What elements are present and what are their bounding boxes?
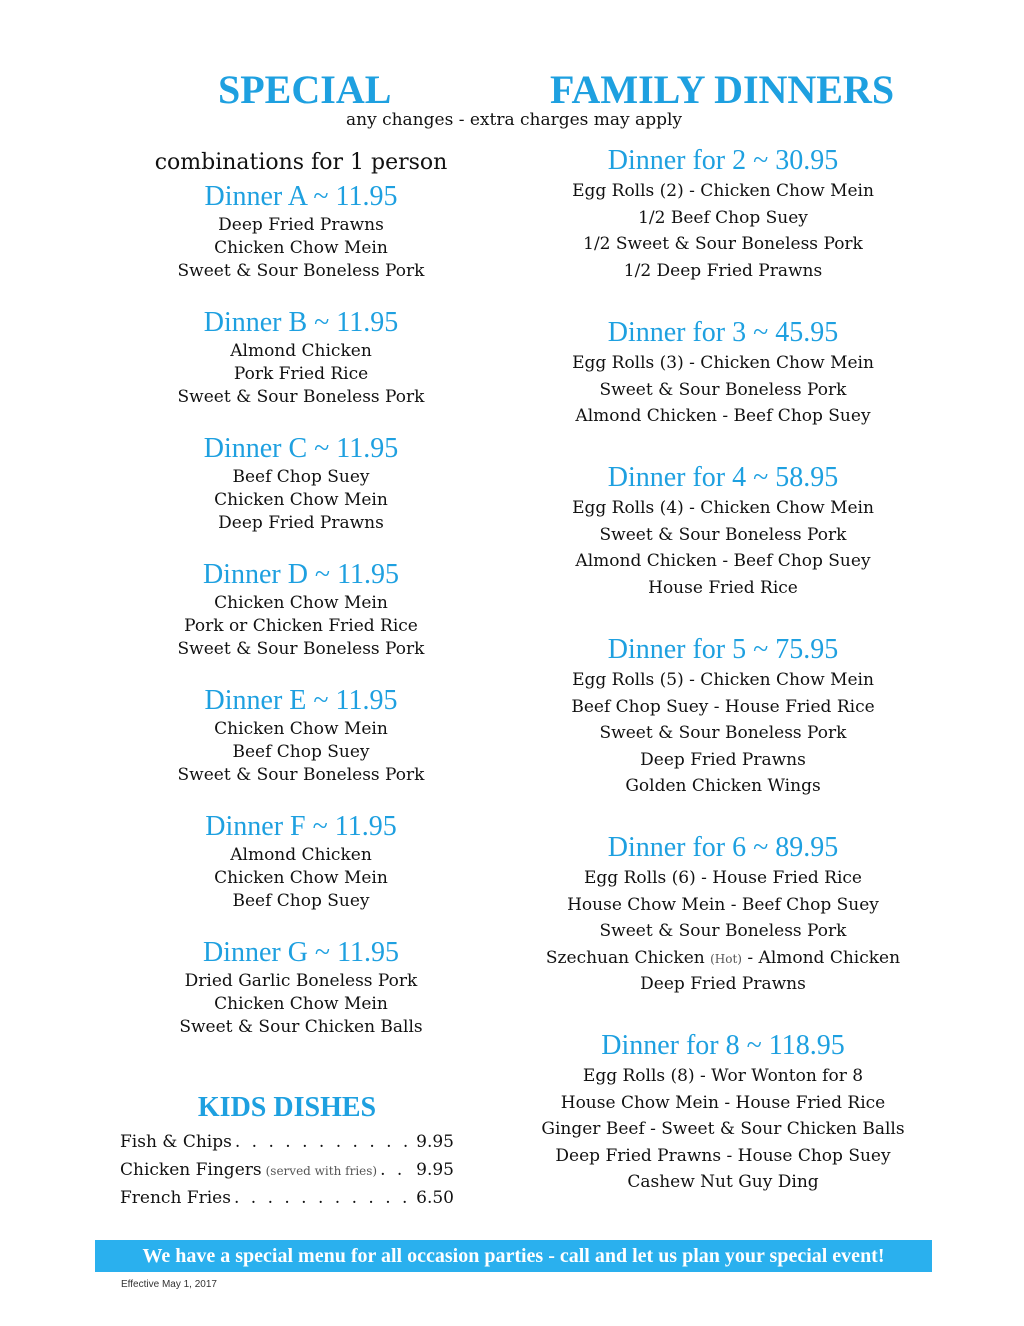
dinner-name: Dinner for 4 ~ 58.95 (607, 462, 839, 493)
dot-leader (234, 1184, 413, 1212)
dinner-item: Deep Fried Prawns - House Chop Suey (555, 1145, 891, 1166)
kids-item-price: 6.50 (416, 1188, 454, 1208)
hot-note: (Hot) (710, 951, 742, 966)
dinner-item: Egg Rolls (8) - Wor Wonton for 8 (582, 1066, 864, 1086)
effective-date: Effective May 1, 2017 (121, 1279, 217, 1290)
dot-leader (235, 1128, 413, 1156)
dinner-item: Sweet & Sour Boneless Pork (177, 261, 425, 281)
kids-item-price: 9.95 (416, 1132, 454, 1152)
dinner-item: Chicken Chow Mein (214, 238, 388, 258)
dinner-item: Sweet & Sour Boneless Pork (599, 379, 847, 400)
dinner-item: Pork or Chicken Fried Rice (184, 616, 418, 636)
kids-item-note: (served with fries) (265, 1164, 378, 1178)
dinner-for-5 (522, 633, 924, 831)
title-family-dinners: FAMILY DINNERS (550, 67, 895, 112)
dinner-item: Deep Fried Prawns (640, 749, 806, 770)
szechuan-text: Szechuan Chicken (545, 947, 705, 968)
kids-item-price: 9.95 (416, 1160, 454, 1180)
dinner-item: Beef Chop Suey (232, 467, 370, 487)
dinner-d (150, 558, 452, 684)
dinner-item: Egg Rolls (2) - Chicken Chow Mein (572, 181, 874, 201)
dinner-item: Sweet & Sour Chicken Balls (179, 1017, 423, 1037)
dinner-item: Egg Rolls (3) - Chicken Chow Mein (572, 353, 874, 373)
dinner-name: Dinner for 6 ~ 89.95 (607, 832, 839, 863)
dinner-item: Beef Chop Suey - House Fried Rice (571, 696, 875, 717)
dinner-name: Dinner B ~ 11.95 (203, 307, 399, 338)
subtitle: any changes - extra charges may apply (345, 110, 682, 130)
dinner-item: Chicken Chow Mein (214, 719, 388, 739)
dinner-for-6 (522, 831, 924, 1029)
dinner-item: 1/2 Sweet & Sour Boneless Pork (583, 234, 863, 254)
dinner-b (150, 306, 452, 432)
dinner-name: Dinner G ~ 11.95 (202, 937, 400, 968)
dinner-item: 1/2 Beef Chop Suey (638, 207, 808, 228)
dinner-item: Chicken Chow Mein (214, 994, 388, 1014)
dinner-item: Almond Chicken (230, 845, 372, 865)
dinner-item: Golden Chicken Wings (625, 776, 821, 796)
szechuan-text-2: - Almond Chicken (747, 947, 901, 968)
dinner-f (150, 810, 452, 936)
dinner-item: Sweet & Sour Boneless Pork (599, 723, 847, 743)
kids-dishes (120, 1088, 454, 1212)
dinner-item: Sweet & Sour Boneless Pork (177, 387, 425, 407)
dinner-item: Egg Rolls (5) - Chicken Chow Mein (572, 670, 874, 690)
dinner-item: Dried Garlic Boneless Pork (184, 971, 418, 991)
dinner-item: Chicken Chow Mein (214, 868, 388, 888)
dinner-item: Almond Chicken (230, 341, 372, 361)
kids-item (120, 1128, 454, 1156)
dinner-item: Chicken Chow Mein (214, 593, 388, 613)
dinner-item: Deep Fried Prawns (640, 974, 806, 994)
dinner-item: Egg Rolls (4) - Chicken Chow Mein (572, 498, 874, 518)
combinations-header: combinations for 1 person (154, 150, 448, 175)
dinner-e (150, 684, 452, 810)
dinner-a (150, 180, 452, 306)
kids-dishes-title: KIDS DISHES (197, 1092, 377, 1123)
combinations-column (150, 146, 452, 1062)
dinner-item: Sweet & Sour Boneless Pork (177, 765, 425, 785)
dinner-item: Sweet & Sour Boneless Pork (599, 524, 847, 545)
dinner-name: Dinner for 2 ~ 30.95 (607, 145, 839, 176)
kids-item-name: French Fries (120, 1188, 231, 1208)
dinner-item-szechuan (522, 945, 924, 972)
kids-item-name: Chicken Fingers (120, 1160, 262, 1180)
dinner-item: Deep Fried Prawns (218, 513, 384, 533)
dinner-name: Dinner for 8 ~ 118.95 (601, 1030, 845, 1061)
dinner-item: Pork Fried Rice (233, 364, 369, 384)
dinner-name: Dinner D ~ 11.95 (202, 559, 400, 590)
dinner-for-4 (522, 461, 924, 633)
title-special: SPECIAL (218, 67, 392, 112)
dinner-for-8 (522, 1029, 924, 1196)
dinner-name: Dinner E ~ 11.95 (204, 685, 398, 716)
kids-item (120, 1184, 454, 1212)
dinner-g (150, 936, 452, 1062)
dinner-for-2 (522, 144, 924, 316)
dinner-c (150, 432, 452, 558)
dinner-item: Sweet & Sour Boneless Pork (177, 639, 425, 659)
dinner-name: Dinner F ~ 11.95 (205, 811, 397, 842)
kids-item (120, 1156, 454, 1184)
dinner-item: Cashew Nut Guy Ding (627, 1172, 819, 1192)
dinner-item: Almond Chicken - Beef Chop Suey (575, 406, 871, 426)
dinner-item: Chicken Chow Mein (214, 490, 388, 510)
dot-leader (380, 1156, 413, 1184)
dinner-name: Dinner for 5 ~ 75.95 (607, 634, 839, 665)
party-banner: We have a special menu for all occasion parties - call and let us plan your special event! (95, 1240, 932, 1272)
dinner-item: Deep Fried Prawns (218, 215, 384, 235)
dinner-item: Beef Chop Suey (232, 742, 370, 762)
family-dinners-column (522, 144, 924, 1196)
dinner-for-3 (522, 316, 924, 461)
dinner-name: Dinner for 3 ~ 45.95 (607, 317, 839, 348)
dinner-item: Egg Rolls (6) - House Fried Rice (584, 868, 862, 888)
dinner-item: House Chow Mein - House Fried Rice (560, 1092, 886, 1113)
dinner-item: House Fried Rice (648, 577, 798, 598)
dinner-item: 1/2 Deep Fried Prawns (623, 260, 823, 281)
dinner-name: Dinner A ~ 11.95 (204, 181, 398, 212)
dinner-item: House Chow Mein - Beef Chop Suey (567, 894, 879, 915)
dinner-name: Dinner C ~ 11.95 (203, 433, 399, 464)
dinner-item: Almond Chicken - Beef Chop Suey (575, 551, 871, 571)
dinner-item: Ginger Beef - Sweet & Sour Chicken Balls (541, 1119, 905, 1139)
kids-item-name: Fish & Chips (120, 1132, 232, 1152)
dinner-item: Beef Chop Suey (232, 891, 370, 911)
dinner-item: Sweet & Sour Boneless Pork (599, 921, 847, 941)
